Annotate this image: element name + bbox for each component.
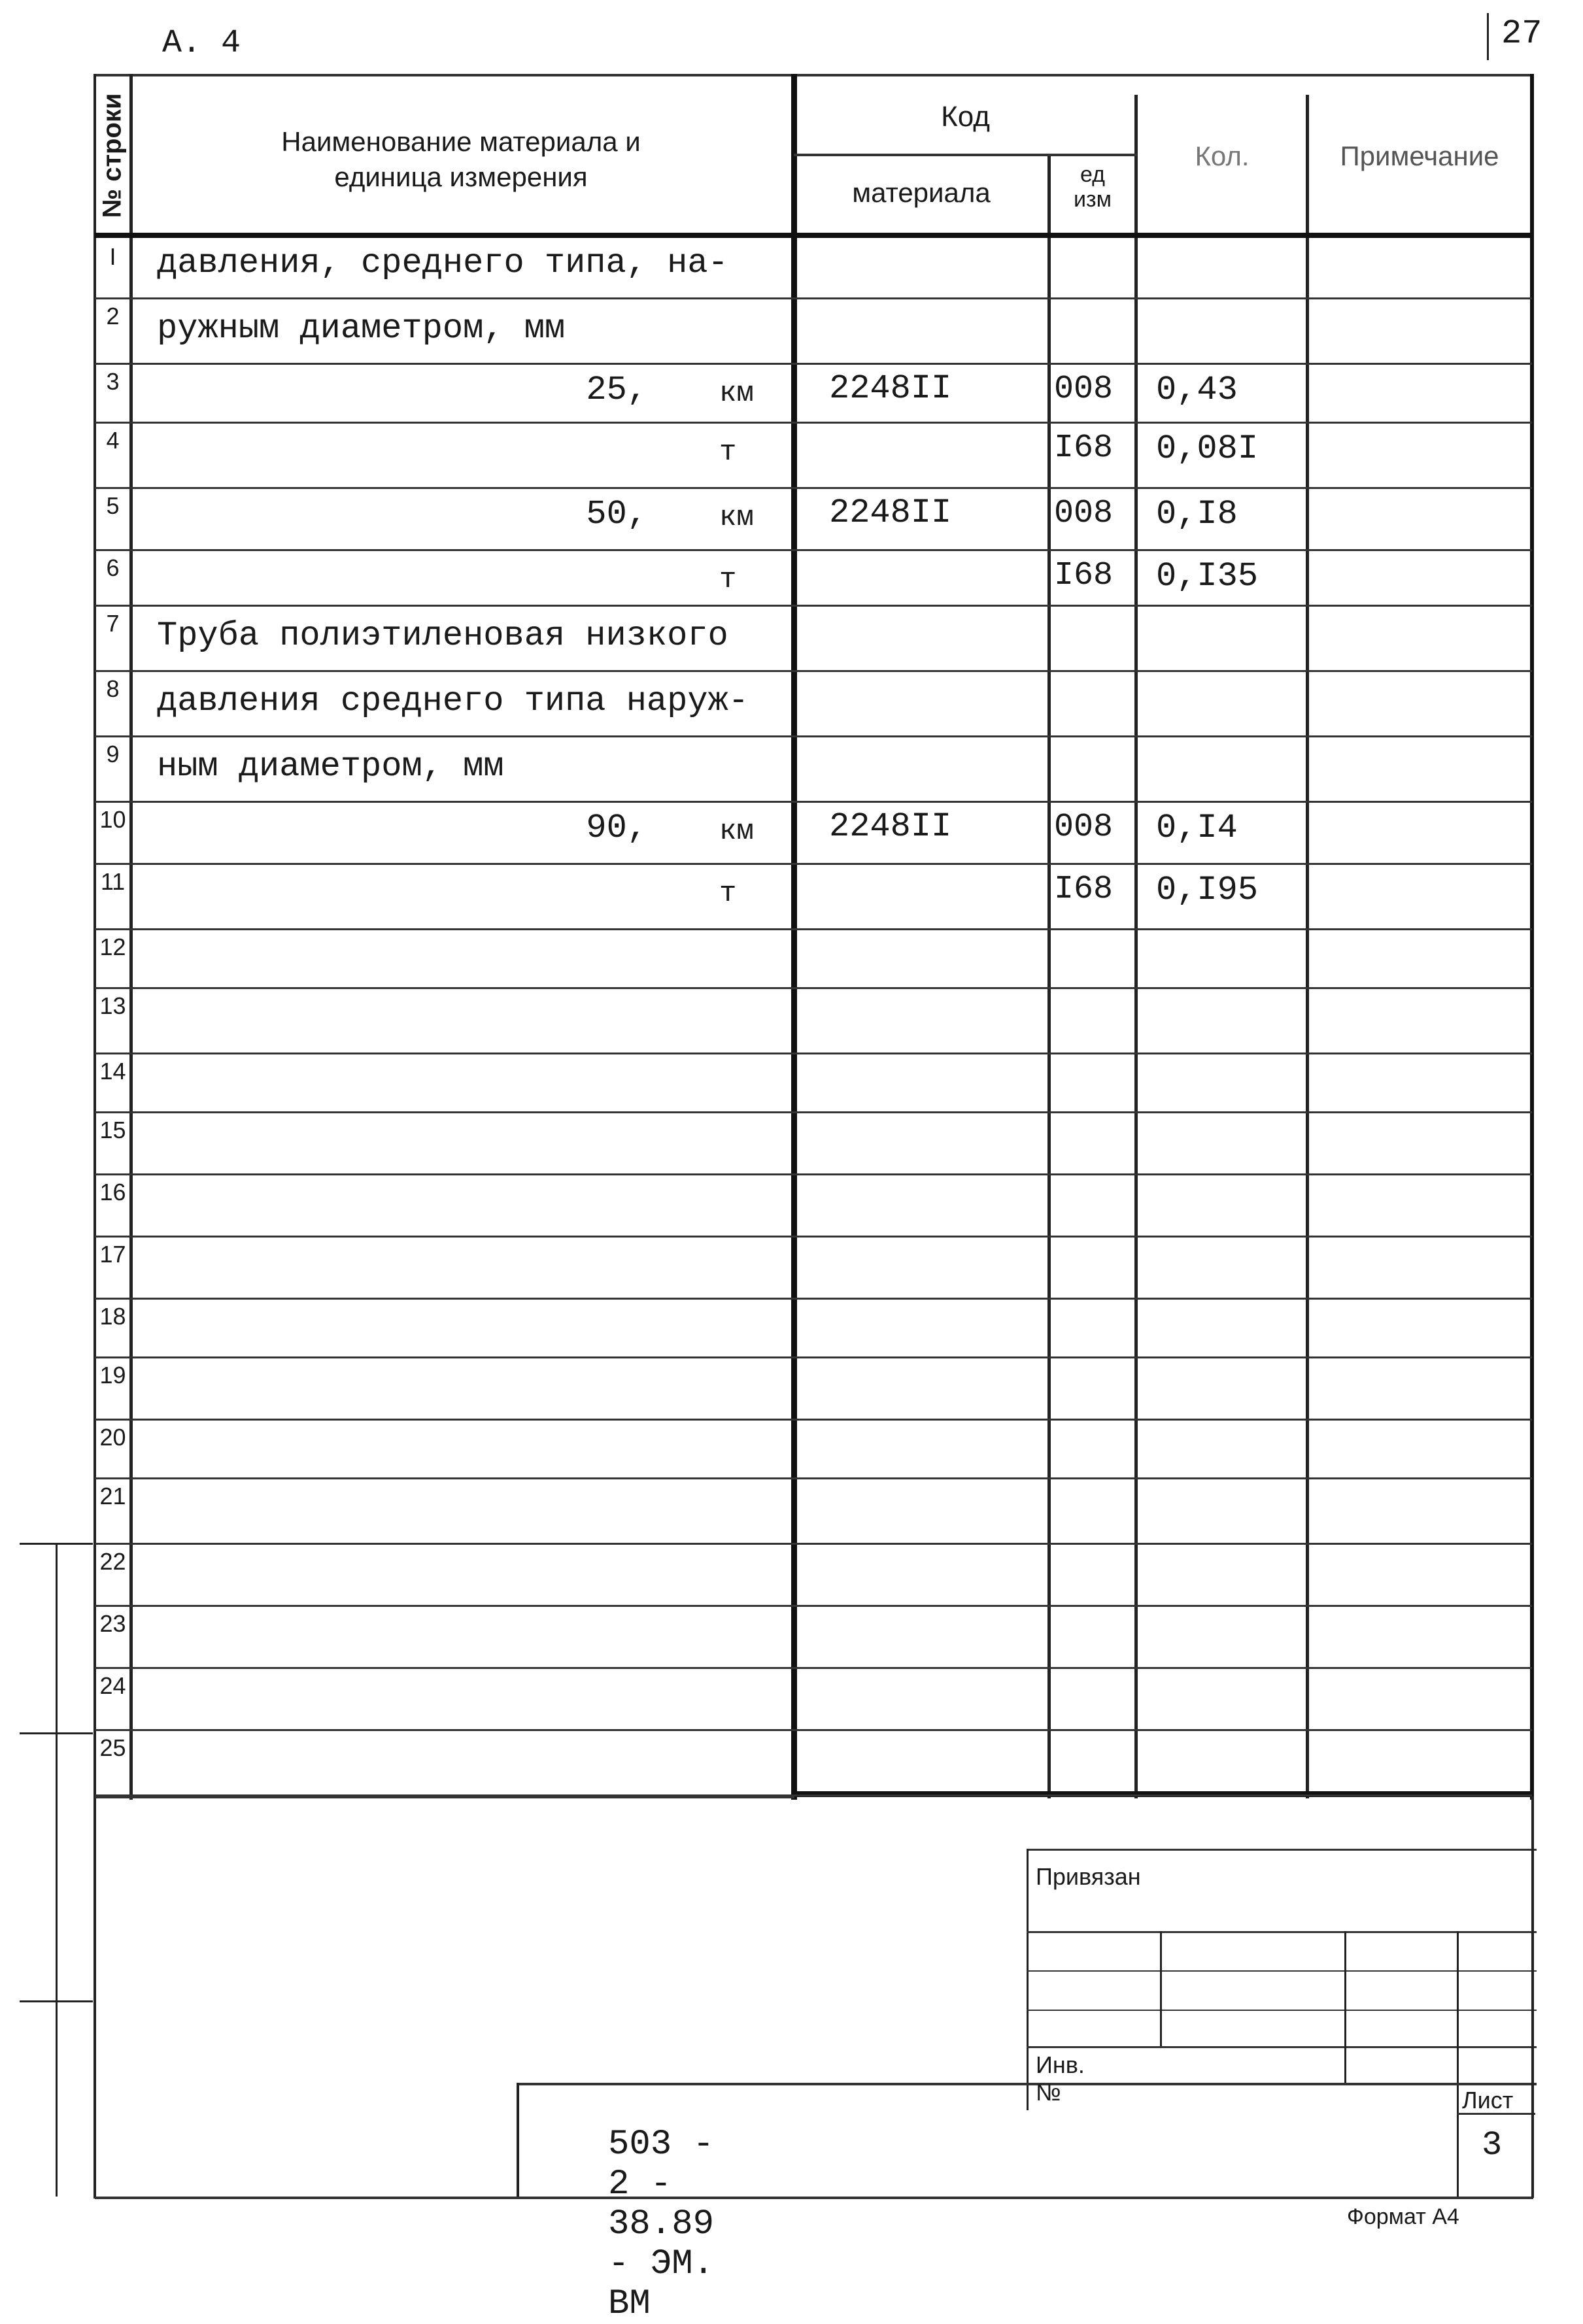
row-number: 9 — [106, 741, 120, 767]
row-size: 90, — [586, 809, 647, 847]
stamp-line — [517, 2083, 1537, 2085]
stamp-line — [1344, 1931, 1346, 2083]
row-number: 18 — [99, 1303, 126, 1330]
table-row — [0, 928, 1583, 987]
row-number: I — [109, 243, 116, 270]
table-row — [0, 1605, 1583, 1667]
row-size: 25, — [586, 371, 647, 409]
row-number: 6 — [106, 554, 120, 581]
row-unit-name: км — [719, 501, 754, 534]
header-name: Наименование материала и единица измерения — [281, 126, 641, 192]
header-unit: ед изм — [1074, 162, 1112, 212]
table-row — [0, 1298, 1583, 1356]
row-qty: 0,I95 — [1156, 871, 1259, 909]
row-number: 8 — [106, 675, 120, 702]
stamp-line — [1027, 2046, 1537, 2048]
row-number: 13 — [99, 992, 126, 1019]
row-material-code: 2248II — [829, 369, 952, 408]
row-name: ружным диаметром, мм — [157, 309, 566, 348]
row-number: 7 — [106, 610, 120, 637]
row-number: 14 — [99, 1058, 126, 1085]
row-number: 22 — [99, 1548, 126, 1575]
row-unit-code: 008 — [1054, 495, 1114, 532]
row-number: 17 — [99, 1241, 126, 1268]
row-number: 24 — [99, 1672, 126, 1699]
row-number: 21 — [99, 1483, 126, 1509]
table-top-border — [95, 74, 1533, 76]
row-material-code: 2248II — [829, 494, 952, 532]
sheet-label: Лист — [1462, 2087, 1514, 2113]
header-qty: Кол. — [1195, 141, 1250, 171]
stamp-line — [517, 2083, 519, 2199]
code-subheader-line — [794, 154, 1137, 156]
margin-stamp — [20, 1543, 93, 2197]
row-name: ным диаметром, мм — [157, 747, 504, 786]
row-unit-code: I68 — [1054, 871, 1114, 908]
header-code: Код — [941, 101, 990, 133]
sheet-number: 3 — [1482, 2126, 1503, 2164]
row-unit-code: 008 — [1054, 809, 1114, 846]
page-number: 27 — [1501, 14, 1542, 53]
row-number: 10 — [99, 806, 126, 833]
row-number: 16 — [99, 1179, 126, 1205]
stamp-line — [1027, 2010, 1537, 2011]
table-row — [0, 1477, 1583, 1543]
table-row — [0, 670, 1583, 735]
row-unit-code: 008 — [1054, 371, 1114, 408]
row-unit-name: т — [719, 877, 737, 910]
row-name: давления среднего типа наруж- — [157, 682, 749, 720]
row-unit-code: I68 — [1054, 557, 1114, 594]
row-unit-name: км — [719, 377, 754, 410]
table-row — [0, 1543, 1583, 1605]
row-qty: 0,I35 — [1156, 557, 1259, 596]
doc-code: 503 - 2 - 38.89 - ЭМ. ВМ — [608, 2125, 715, 2324]
row-unit-name: км — [719, 815, 754, 848]
inv-label: Инв. № — [1036, 2051, 1085, 2106]
table-row — [0, 487, 1583, 549]
table-row — [0, 1173, 1583, 1236]
row-number: 23 — [99, 1610, 126, 1637]
table-row — [0, 801, 1583, 863]
stamp-line — [95, 2197, 1533, 2199]
stamp-line — [1457, 1931, 1459, 2197]
attached-label: Привязан — [1036, 1863, 1141, 1890]
row-qty: 0,I8 — [1156, 495, 1238, 533]
row-number: 20 — [99, 1424, 126, 1451]
row-number: 15 — [99, 1117, 126, 1143]
name-bottom-border — [95, 1796, 794, 1798]
table-row — [0, 297, 1583, 363]
top-label: А. 4 — [162, 25, 241, 62]
row-unit-code: I68 — [1054, 429, 1114, 467]
header-row-no — [95, 78, 129, 233]
format-label: Формат А4 — [1347, 2204, 1459, 2229]
stamp-line — [1531, 1796, 1534, 2198]
row-unit-name: т — [719, 564, 737, 596]
table-row — [0, 1053, 1583, 1111]
row-divider — [95, 1794, 1532, 1796]
header-bottom-border — [95, 233, 1533, 238]
row-number: 2 — [106, 303, 120, 329]
table-row — [0, 549, 1583, 605]
stamp-line — [1027, 1849, 1537, 1851]
table-row — [0, 363, 1583, 422]
row-material-code: 2248II — [829, 807, 952, 846]
stamp-line — [1027, 1849, 1029, 2110]
row-number: 12 — [99, 934, 126, 960]
row-qty: 0,08I — [1156, 429, 1259, 468]
stamp-line — [1027, 1931, 1537, 1933]
header-material: материала — [852, 177, 991, 208]
row-name: давления, среднего типа, на- — [157, 244, 728, 282]
table-row — [0, 1111, 1583, 1173]
table-row — [0, 1667, 1583, 1729]
table-row — [0, 1236, 1583, 1298]
row-number: 11 — [100, 868, 126, 895]
row-number: 4 — [106, 427, 120, 454]
table-row — [0, 605, 1583, 670]
table-row — [0, 238, 1583, 297]
table-row — [0, 1419, 1583, 1477]
row-number: 19 — [99, 1362, 126, 1389]
row-number: 3 — [106, 368, 120, 395]
table-row — [0, 863, 1583, 928]
stamp-line — [1027, 1970, 1537, 1972]
row-qty: 0,I4 — [1156, 809, 1238, 847]
row-number: 25 — [99, 1734, 126, 1761]
table-row — [0, 1729, 1583, 1794]
row-number: 5 — [106, 492, 120, 519]
table-row — [0, 422, 1583, 487]
stamp-line — [1160, 1931, 1162, 2046]
row-qty: 0,43 — [1156, 371, 1238, 409]
table-row — [0, 735, 1583, 801]
table-row — [0, 987, 1583, 1053]
row-size: 50, — [586, 495, 647, 533]
row-unit-name: т — [719, 436, 737, 469]
table-row — [0, 1356, 1583, 1419]
row-name: Труба полиэтиленовая низкого — [157, 616, 728, 655]
header-row-no-label: № строки — [97, 93, 127, 218]
header-note: Примечание — [1340, 141, 1499, 171]
